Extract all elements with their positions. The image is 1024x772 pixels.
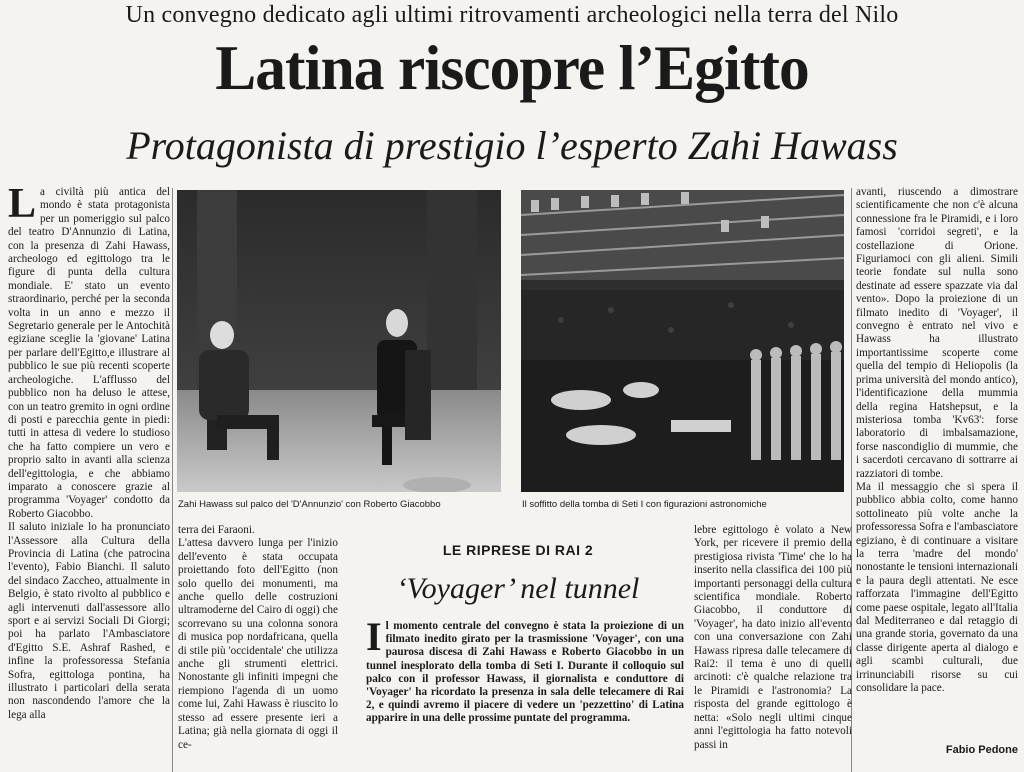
paragraph: Ma il messaggio che si spera il pubblico abbia colto, come hanno sottolineato più volte anche la professoressa Sofra e l'ambasciatore egiziano, è di continuare a visitare la terra 'madre del mondo' nonostante le tensioni internazionali e la paura degli attentati. Ne esce rafforzata l'immagine dell'Egitto come paese ospitale, legato all'Italia dal Mediterraneo e dal retaggio di una grande storia, governato da una classe dirigente aperta al dialogo e agli scambi culturali, due irrinunciabili risorse su cui consolidare la pace. [856, 480, 1018, 695]
headline: Latina riscopre l’Egitto [215, 32, 809, 103]
article-column-4: lebre egittologo è volato a New York, per ricevere il premio della prestigiosa rivista 'Time' che lo ha inserito nella classifica dei 100 più importanti personaggi della cultura scientifica mondiale. Roberto Giacobbo, il conduttore di 'Voyager', ha dato inizio all'evento con una conversazione con Zahi Hawass ripresa dalle telecamere di Rai2: il tema è uno di quelli arcinoti: c'è qualche relazione tra le Piramidi e l'astronomia? La risposta del grande egittologo è netta: «Solo negli ultimi cinque anni l'egittologia ha fatto notevoli passi in [694, 524, 852, 751]
box-text: Il momento centrale del convegno è stata la proiezione di un filmato inedito girato per la trasmissione 'Voyager', con una paurosa discesa di Zahi Hawass e Roberto Giacobbo in un tunnel inesplorato della tomba di Seti I. Durante il colloquio sul palco con il professor Hawass, il giornalista e conduttore di 'Voyager' ha ricordato la presenza in sala delle telecamere di Rai 2, e quindi avremo il piacere di vedere un 'pezzettino' di Latina apparire in una delle prossime puntate del programma. [366, 620, 684, 725]
photo-caption: Il soffitto della tomba di Seti I con figurazioni astronomiche [522, 499, 767, 510]
sidebar-box [350, 530, 686, 772]
box-label: LE RIPRESE DI RAI 2 [442, 542, 594, 558]
drop-cap: L [8, 186, 37, 227]
box-title: ‘Voyager’ nel tunnel [396, 572, 640, 605]
photo-hawass-on-stage [177, 190, 501, 492]
article-column-1 [8, 186, 170, 771]
subheadline: Protagonista di prestigio l’esperto Zahi Hawass [126, 123, 898, 168]
paragraph: terra dei Faraoni. [178, 524, 255, 536]
photo-caption: Zahi Hawass sul palco del 'D'Annunzio' con Roberto Giacobbo [178, 499, 441, 510]
paragraph: Il saluto iniziale lo ha pronunciato l'Assessore alla Cultura della Provincia di Latina (che patrocina l'evento), Fabio Bianchi. Il saluto del sindaco Zaccheo, attualmente in Belgio, è stato rivolto al pubblico e agli intervenuti dall'assessore allo sport e ai servizi Sociali Di Giorgi; poi ha parlato l'Ambasciatore d'Egitto S.E. Ashraf Rashed, e infine la professoressa Stefania Sofra, egittologa pontina, ha illustrato i particolari della serata non nascondendo l'amore che la lega alla [8, 521, 170, 721]
photo-seti-tomb-ceiling [521, 190, 844, 492]
kicker: Un convegno dedicato agli ultimi ritrovamenti archeologici nella terra del Nilo [125, 2, 899, 28]
article-column-2 [178, 524, 338, 772]
drop-cap: I [366, 620, 382, 659]
paragraph: avanti, riuscendo a dimostrare scientificamente che non c'è alcuna connessione fra le Piramidi, e i loro famosi 'corridoi segreti', e la costellazione di Orione. Figuriamoci con gli alieni. Simili teorie fondate sul nulla sono destinate ad essere spazzate via dal vento». Dopo la proiezione di un filmato inedito di 'Voyager', il convegno è entrato nel vivo e Hawass ha illustrato importantissime scoperte come quella del tempio di Heliopolis (la prima università del mondo antico), l'identificazione della mummia della regina Hatshepsut, e la misteriosa tomba 'Kv63': forse laboratorio di imbalsamazione, forse nascondiglio di mummie, che i sacerdoti cercavano di sottrarre ai razziatori di tombe. [856, 186, 1018, 480]
author-signature: Fabio Pedone [945, 744, 1018, 756]
paragraph: L'attesa davvero lunga per l'inizio dell'evento è stata occupata proiettando foto dell'Egitto (non solo quello dei monumenti, ma anche quello delle costruzioni ultramoderne del Cairo di oggi) che scorrevano su una colonna sonora di musica pop nordafricana, quella di stile più 'occidentale' che utilizza anche gli strumenti elettrici. Nonostante gli infiniti impegni che riempiono l'agenda di un uomo come lui, Zahi Hawass è riuscito lo stesso ad essere presente ieri a Latina; già nella giornata di oggi il ce- [178, 537, 338, 751]
paragraph: La civiltà più antica del mondo è stata protagonista per un pomeriggio sul palco del teatro D'Annunzio di Latina, con la presenza di Zahi Hawass, archeologo ed egittologo tra le figure di punta della cultura mondiale. E' stato un evento straordinario, perché per la seconda volta in un anno e mezzo il Segretario generale per le Antochità egiziane sceglie la 'giovane' Latina per parlare dell'Egitto,e illustrare al pubblico le sue più recenti scoperte archeologiche. L'afflusso del pubblico non ha deluso le attese, con un teatro gremito in ogni ordine di posti e parecchia gente in piedi: tutti in attesa di vedere lo studioso che ha fatto compiere un vero e proprio salto in avanti alla scienza dell'egittologia, e che abbiamo imparato a conoscere grazie al programma 'Voyager' condotto da Roberto Giacobbo. [8, 186, 170, 520]
article-column-5 [856, 186, 1018, 746]
